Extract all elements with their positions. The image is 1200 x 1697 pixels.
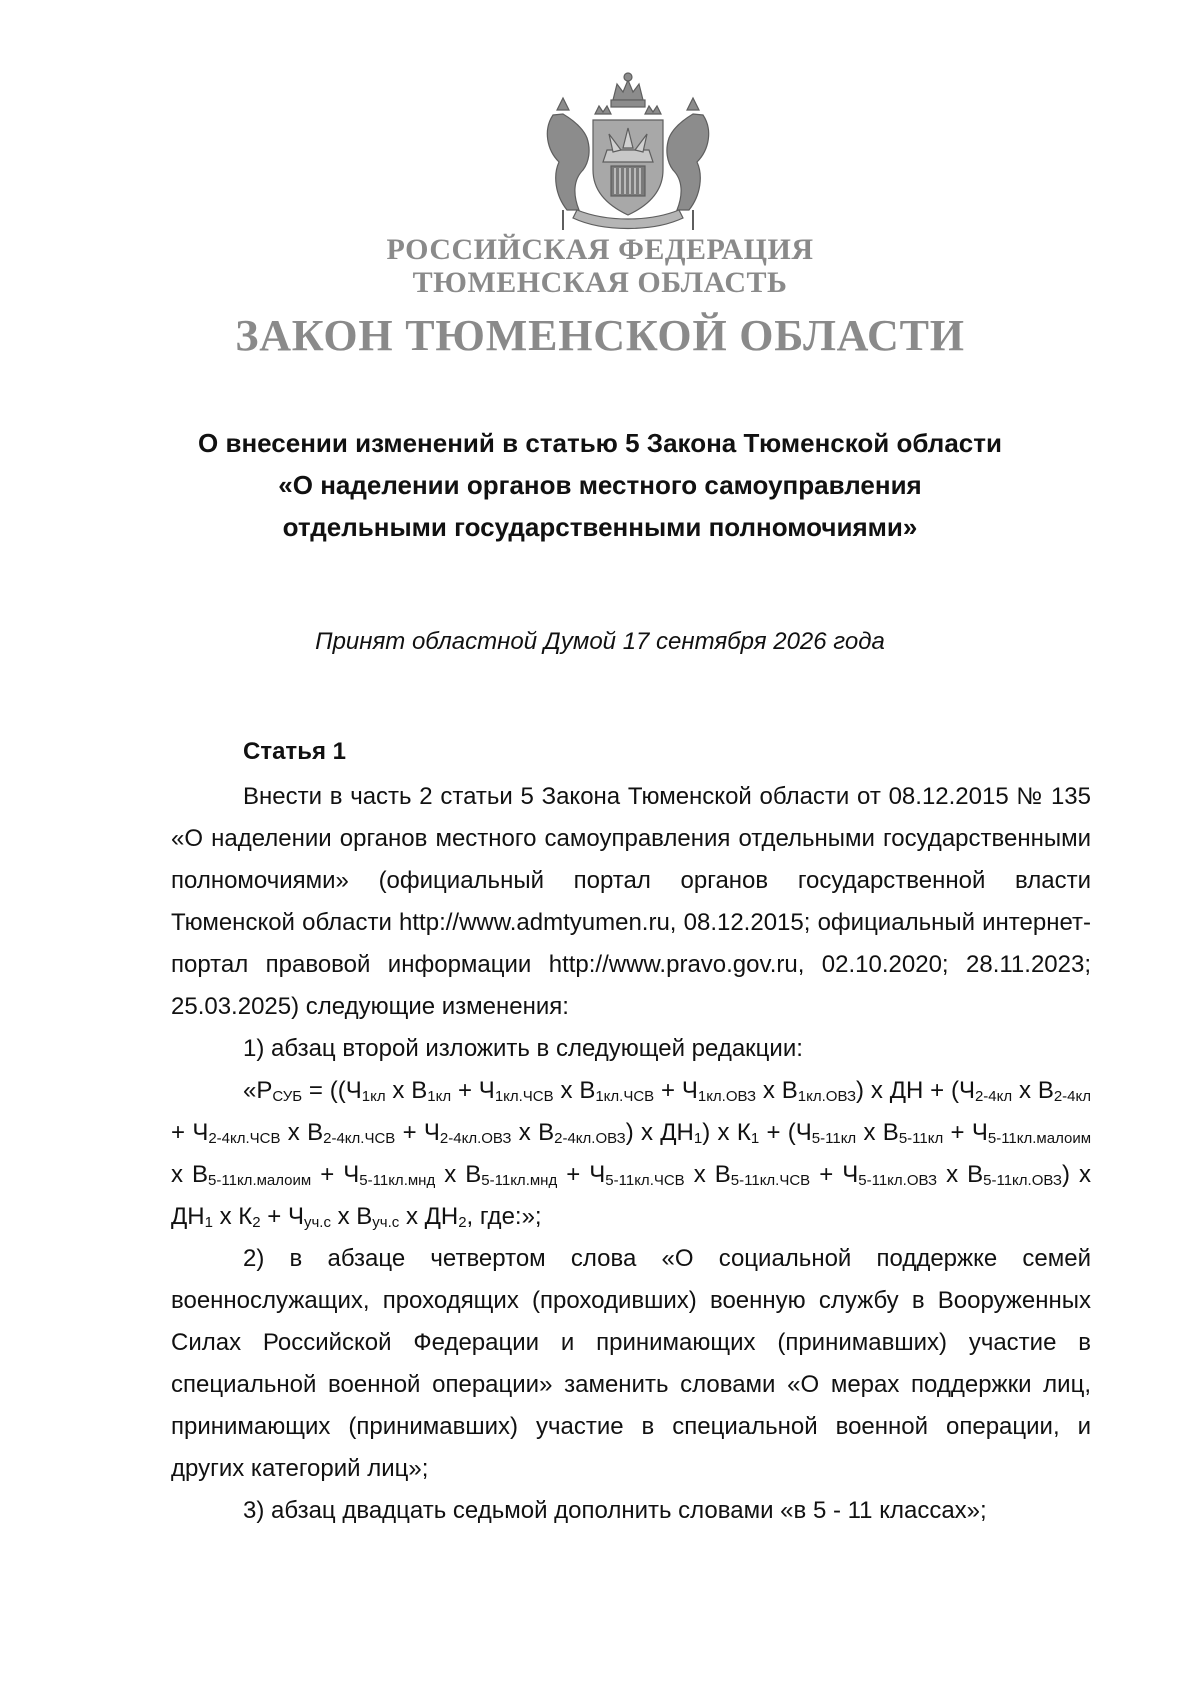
header-region: ТЮМЕНСКАЯ ОБЛАСТЬ [412, 266, 788, 299]
formula-part: + Ч [171, 1119, 209, 1146]
article-heading: Статья 1 [243, 738, 346, 765]
formula-part: x В [385, 1077, 428, 1104]
formula-subscript: 2-4кл.ЧСВ [208, 1130, 281, 1147]
formula-part: + Ч [260, 1203, 304, 1230]
formula-part: x В [330, 1203, 373, 1230]
formula-part: x В [684, 1161, 731, 1188]
formula-part: + Ч [810, 1161, 859, 1188]
header-country: РОССИЙСКАЯ ФЕДЕРАЦИЯ [386, 233, 814, 266]
formula-subscript: 1 [750, 1130, 760, 1147]
formula-subscript: 5-11кл [811, 1130, 857, 1147]
formula-subscript: 2-4кл.ОВЗ [439, 1130, 512, 1147]
formula-part: x В [553, 1077, 596, 1104]
article-body [171, 776, 1091, 1532]
formula-part: + Ч [654, 1077, 698, 1104]
formula-part: x В [511, 1119, 555, 1146]
formula-subscript: 2 [252, 1214, 261, 1231]
formula-part: x В [756, 1077, 798, 1104]
formula-part: ) x ДН + (Ч [856, 1077, 975, 1104]
formula-part: x В [280, 1119, 324, 1146]
formula-part: ) x ДН [171, 1161, 1091, 1230]
formula-part: = ((Ч [302, 1077, 362, 1104]
formula-part: x В [435, 1161, 482, 1188]
formula-subscript: 5-11кл.ОВЗ [983, 1172, 1062, 1189]
formula-subscript: 5-11кл.малоим [208, 1172, 312, 1189]
formula-part: «Р [243, 1077, 273, 1104]
formula-part: , где:»; [466, 1203, 542, 1230]
formula-paragraph [171, 1070, 1091, 1238]
formula-part: x В [1012, 1077, 1054, 1104]
item-2-paragraph: 2) в абзаце четвертом слова «О социальной поддержке семей военнослужащих, проходящих (проходивших) военную службу в Вооруженных Силах Российской Федерации и принимающих (принимавших) участие в специальной военной операции» заменить словами «О мерах поддержки лиц, принимающих (принимавших) участие в специальной военной операции, и других категорий лиц»; [171, 1245, 1091, 1482]
formula-subscript: 1 [693, 1130, 703, 1147]
formula-subscript: 1кл.ЧСВ [494, 1088, 554, 1105]
formula-part: x В [856, 1119, 899, 1146]
document-title-line: «О наделении органов местного самоуправления [278, 470, 922, 500]
formula-subscript: 5-11кл [898, 1130, 944, 1147]
item-1-paragraph: 1) абзац второй изложить в следующей редакции: [243, 1035, 803, 1062]
tyumen-coat-of-arms-icon [533, 70, 723, 235]
formula-part: + (Ч [759, 1119, 812, 1146]
formula-part: x В [937, 1161, 984, 1188]
formula-subscript: 1кл.ОВЗ [797, 1088, 857, 1105]
formula-subscript: 2-4кл [974, 1088, 1013, 1105]
formula-subscript: 5-11кл.малоим [987, 1130, 1092, 1147]
document-title-line: О внесении изменений в статью 5 Закона Тюменской области [198, 428, 1002, 458]
formula-subscript: 2-4кл [1053, 1088, 1091, 1105]
formula-subscript: 5-11кл.мнд [481, 1172, 558, 1189]
formula-part: ) x К [702, 1119, 751, 1146]
formula-subscript: 1кл [427, 1088, 452, 1105]
formula-part: ) x ДН [625, 1119, 694, 1146]
formula-subscript: 1кл.ЧСВ [595, 1088, 655, 1105]
formula-subscript: 5-11кл.ЧСВ [730, 1172, 811, 1189]
formula-subscript: 2-4кл.ЧСВ [323, 1130, 396, 1147]
formula-subscript: 5-11кл.ЧСВ [605, 1172, 685, 1189]
formula-subscript: 2-4кл.ОВЗ [554, 1130, 626, 1147]
adoption-note: Принят областной Думой 17 сентября 2026 года [315, 628, 885, 655]
formula-part: x ДН [399, 1203, 459, 1230]
formula-part: + Ч [451, 1077, 495, 1104]
formula-subscript: 1кл.ОВЗ [697, 1088, 757, 1105]
article-intro-paragraph: Внести в часть 2 статьи 5 Закона Тюменской области от 08.12.2015 № 135 «О наделении органов местного самоуправления отдельными государственными полномочиями» (официальный портал органов государственной власти Тюменской области http://www.admtyumen.ru, 08.12.2015; официальный интернет-портал правовой информации http://www.pravo.gov.ru, 02.10.2020; 28.11.2023; 25.03.2025) следующие изменения: [171, 783, 1091, 1020]
formula-subscript: уч.с [303, 1214, 331, 1231]
formula-subscript: 1 [204, 1214, 213, 1231]
document-title-line: отдельными государственными полномочиями» [282, 512, 918, 542]
item-3-paragraph: 3) абзац двадцать седьмой дополнить словами «в 5 - 11 классах»; [243, 1497, 987, 1524]
formula-subscript: уч.с [372, 1214, 400, 1231]
formula-part: + Ч [943, 1119, 988, 1146]
formula-subscript: 1кл [361, 1088, 386, 1105]
formula-subscript: 2 [458, 1214, 467, 1231]
formula-subscript: 5-11кл.ОВЗ [858, 1172, 938, 1189]
document-title [150, 422, 1050, 548]
formula-part: + Ч [395, 1119, 440, 1146]
formula-subscript: 5-11кл.мнд [359, 1172, 436, 1189]
law-title: ЗАКОН ТЮМЕНСКОЙ ОБЛАСТИ [235, 311, 965, 360]
formula-subscript: СУБ [272, 1088, 303, 1105]
formula-part: + Ч [557, 1161, 606, 1188]
formula-part: x К [212, 1203, 253, 1230]
formula-part: x В [171, 1161, 209, 1188]
formula-part: + Ч [311, 1161, 360, 1188]
